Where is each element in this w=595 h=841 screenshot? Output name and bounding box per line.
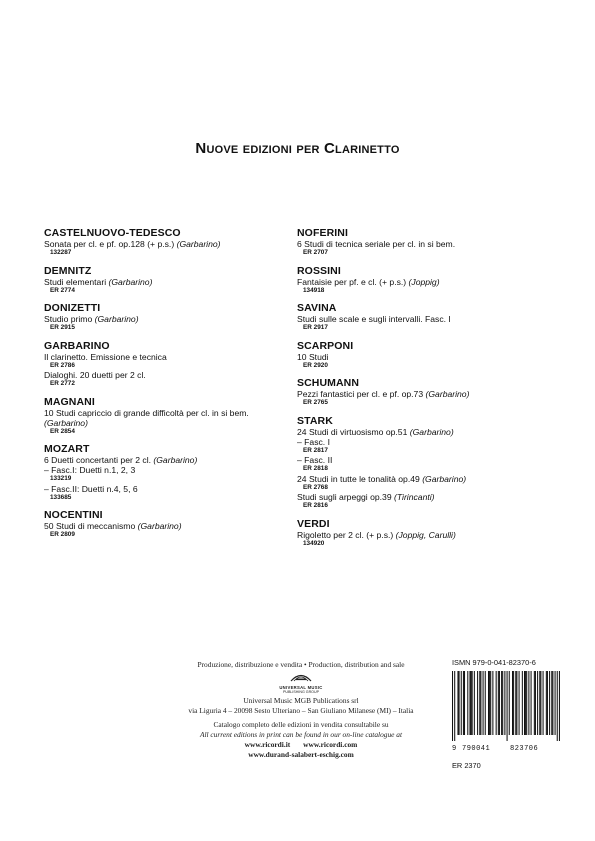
composer-entry xyxy=(44,302,294,333)
work-title xyxy=(44,352,294,362)
composer-entry xyxy=(44,227,294,258)
work-title-text: Pezzi fantastici per cl. e pf. op.73 xyxy=(297,389,424,399)
work-title xyxy=(44,521,294,531)
catalogue-number: 134920 xyxy=(303,539,325,547)
work-editor: (Garbarino) xyxy=(422,473,467,484)
barcode-bar xyxy=(516,671,517,735)
composer-name: GARBARINO xyxy=(44,339,110,352)
url-ricordi-it[interactable]: www.ricordi.it xyxy=(244,740,291,749)
work-editor: (Joppig) xyxy=(408,276,440,287)
work-editor: (Garbarino) xyxy=(176,239,221,249)
catalogue-number: ER 2917 xyxy=(303,324,328,331)
barcode-bar xyxy=(490,671,491,735)
composer-entry xyxy=(44,443,294,502)
composer-list-left xyxy=(44,227,294,547)
composer-name: VERDI xyxy=(297,517,330,530)
barcode-bar xyxy=(512,671,513,735)
work-editor: (Garbarino) xyxy=(409,426,454,437)
composer-list-right xyxy=(297,227,557,555)
barcode-bar xyxy=(504,671,505,735)
barcode-bar xyxy=(555,671,556,735)
work-title-text: Dialoghi. 20 duetti per 2 cl. xyxy=(44,370,146,380)
barcode-bar xyxy=(496,671,497,735)
work-title xyxy=(44,370,294,380)
logo-text-1: UNIVERSAL MUSIC xyxy=(279,685,323,690)
catalogue-note-en: All current editions in print can be found in our on-line catalogue at xyxy=(199,730,403,739)
composer-entry xyxy=(297,415,557,511)
barcode-bar xyxy=(471,671,472,735)
catalogue-number: ER 2854 xyxy=(50,427,75,435)
composer-entry xyxy=(44,396,294,437)
barcode-bar xyxy=(513,671,514,735)
barcode-bar xyxy=(543,671,544,735)
work-title-text: 6 Studi di tecnica seriale per cl. in si bem. xyxy=(297,239,456,249)
composer-name: SCHUMANN xyxy=(297,377,360,389)
catalogue-number: ER 2817 xyxy=(303,446,328,454)
url-durand[interactable]: www.durand-salabert-eschig.com xyxy=(248,750,354,759)
universal-music-logo xyxy=(271,672,331,694)
ismn-number: ISMN 979-0-041-82370-6 xyxy=(452,658,536,667)
composer-name: NOFERINI xyxy=(297,227,348,239)
work-title-text: Studi elementari xyxy=(44,276,107,287)
globe-icon xyxy=(290,672,312,682)
work-editor: (Garbarino) xyxy=(153,455,198,465)
barcode-bar xyxy=(454,671,455,741)
barcode-bar xyxy=(509,671,510,735)
barcode-bar xyxy=(552,671,553,735)
catalogue-number: ER 2786 xyxy=(50,361,75,369)
barcode-bar xyxy=(526,671,527,735)
composer-entry xyxy=(297,340,557,371)
barcode-bar xyxy=(477,671,478,735)
composer-name: ROSSINI xyxy=(297,264,341,277)
barcode-bar xyxy=(539,671,540,735)
catalogue-number: 133219 xyxy=(50,475,72,482)
barcode-bar xyxy=(525,671,526,735)
work-editor: (Garbarino) xyxy=(137,521,182,531)
work-title xyxy=(297,277,557,287)
production-line: Produzione, distribuzione e vendita • Production, distribution and sale xyxy=(197,660,405,669)
barcode-bar xyxy=(498,671,499,735)
catalogue-number: ER 2816 xyxy=(303,502,328,509)
work-title-text: Rigoletto per 2 cl. (+ p.s.) xyxy=(297,529,394,540)
catalogue-number: ER 2774 xyxy=(50,286,75,294)
work-title xyxy=(44,314,294,324)
barcode-digits xyxy=(452,745,562,753)
composer-entry xyxy=(297,265,557,296)
work-editor: (Garbarino) xyxy=(425,389,470,399)
barcode-bar xyxy=(535,671,536,735)
composer-name: SAVINA xyxy=(297,302,337,314)
composer-name: MOZART xyxy=(44,443,90,455)
work-title-text: – Fasc.I: Duetti n.1, 2, 3 xyxy=(44,465,136,475)
page-title: Nuove edizioni per Clarinetto xyxy=(195,140,400,157)
catalogue-note-it: Catalogo completo delle edizioni in vendita consultabile su xyxy=(213,720,389,729)
work-title xyxy=(297,427,557,437)
catalogue-number: ER 2915 xyxy=(50,324,75,331)
composer-entry xyxy=(44,509,294,540)
work-title xyxy=(297,389,557,399)
catalogue-number: ER 2920 xyxy=(303,361,328,369)
barcode-bar xyxy=(474,671,475,735)
work-editor: (Tirincanti) xyxy=(394,492,435,502)
composer-entry xyxy=(297,518,557,549)
composer-name: MAGNANI xyxy=(44,395,95,408)
catalogue-number: ER 2809 xyxy=(50,531,75,538)
barcode-bar xyxy=(464,671,465,735)
work-title xyxy=(297,239,557,249)
barcode-bar xyxy=(534,671,535,735)
work-title-text: Sonata per cl. e pf. op.128 (+ p.s.) xyxy=(44,239,175,249)
catalogue-number: ER 2765 xyxy=(303,399,328,406)
barcode-block xyxy=(452,658,562,770)
composer-name: STARK xyxy=(297,414,333,427)
barcode-digits-left: 790041 xyxy=(462,745,491,753)
barcode-bar xyxy=(551,671,552,735)
barcode-bar xyxy=(499,671,500,735)
barcode-bar xyxy=(540,671,541,735)
barcode-bar xyxy=(557,671,558,741)
barcode-bar xyxy=(488,671,489,735)
barcode-bar xyxy=(524,671,525,735)
work-editor: (Garbarino) xyxy=(44,417,88,428)
barcode-bar xyxy=(469,671,470,735)
barcode-bar xyxy=(459,671,460,735)
composer-name: CASTELNUOVO-TEDESCO xyxy=(44,227,181,239)
composer-entry xyxy=(297,377,557,408)
barcode-digits-right: 823706 xyxy=(510,745,539,753)
barcode-bar xyxy=(507,671,508,741)
work-title xyxy=(44,465,294,475)
catalogue-number: ER 2772 xyxy=(50,380,75,387)
work-title-text: – Fasc. I xyxy=(297,436,330,447)
company-name: Universal Music MGB Publications srl xyxy=(243,696,359,705)
work-title-text: 50 Studi di meccanismo xyxy=(44,521,136,531)
barcode-bar xyxy=(479,671,480,735)
work-title-text: Studio primo xyxy=(44,314,93,324)
work-title-text: Fantaisie per pf. e cl. (+ p.s.) xyxy=(297,276,407,287)
barcode-bar xyxy=(531,671,532,735)
barcode-bar xyxy=(515,671,516,735)
barcode-bar xyxy=(480,671,481,735)
composer-name: SCARPONI xyxy=(297,339,354,352)
catalogue-number: 132287 xyxy=(50,249,72,256)
catalogue-code: ER 2370 xyxy=(452,761,481,770)
barcode-bar xyxy=(501,671,502,735)
work-title-text: 6 Duetti concertanti per 2 cl. xyxy=(44,455,151,465)
work-title xyxy=(44,455,294,465)
catalogue-number: 133685 xyxy=(50,493,72,501)
composer-name: DEMNITZ xyxy=(44,264,92,277)
barcode-bar xyxy=(485,671,486,735)
url-ricordi-com[interactable]: www.ricordi.com xyxy=(303,740,358,749)
barcode-bar xyxy=(463,671,464,735)
work-title-text: – Fasc. II xyxy=(297,455,333,465)
work-title-text: 24 Studi di virtuosismo op.51 xyxy=(297,426,408,437)
work-title-text: 24 Studi in tutte le tonalità op.49 xyxy=(297,473,420,484)
work-title xyxy=(44,484,294,494)
composer-entry xyxy=(297,227,557,258)
barcode-bar xyxy=(457,671,458,735)
work-title-text: 10 Studi xyxy=(297,351,329,362)
work-title xyxy=(297,314,557,324)
work-title xyxy=(44,239,294,249)
barcode-digit-lead: 9 xyxy=(452,745,457,753)
composer-name: NOCENTINI xyxy=(44,509,103,521)
work-title xyxy=(297,352,557,362)
barcode-bar xyxy=(522,671,523,735)
barcode-bar xyxy=(547,671,548,735)
work-title-text: Studi sulle scale e sugli intervalli. Fasc. I xyxy=(297,314,451,324)
barcode-bar xyxy=(489,671,490,735)
catalogue-number: ER 2707 xyxy=(303,249,328,256)
barcode-bar xyxy=(492,671,493,735)
work-title-text: Studi sugli arpeggi op.39 xyxy=(297,492,392,502)
barcode-bar xyxy=(461,671,462,735)
barcode-bar xyxy=(528,671,529,735)
barcode-bar xyxy=(546,671,547,735)
composer-entry xyxy=(44,340,294,389)
barcode-bar xyxy=(483,671,484,735)
composer-entry xyxy=(297,302,557,333)
composer-name: DONIZETTI xyxy=(44,302,101,314)
composer-entry xyxy=(44,265,294,296)
barcode-bar xyxy=(467,671,468,735)
work-title xyxy=(297,455,557,465)
catalogue-number: 134918 xyxy=(303,286,325,294)
work-title-text: Il clarinetto. Emissione e tecnica xyxy=(44,351,167,362)
work-title xyxy=(297,530,557,540)
barcode-bar xyxy=(537,671,538,735)
barcode-bar xyxy=(559,671,560,741)
barcode-bar xyxy=(519,671,520,735)
work-editor: (Garbarino) xyxy=(94,314,139,324)
work-editor: (Joppig, Carulli) xyxy=(395,529,456,540)
publisher-info xyxy=(172,660,430,760)
barcode-bar xyxy=(549,671,550,735)
catalogue-number: ER 2768 xyxy=(303,483,328,491)
work-title-text: – Fasc.II: Duetti n.4, 5, 6 xyxy=(44,483,138,494)
barcode-bar xyxy=(452,671,453,741)
work-title xyxy=(44,408,294,428)
barcode-bar xyxy=(472,671,473,735)
company-address: via Liguria 4 – 20098 Sesto Ulteriano – San Giuliano Milanese (MI) – Italia xyxy=(188,706,414,715)
logo-text-2: PUBLISHING GROUP xyxy=(283,690,319,694)
barcode xyxy=(452,671,560,741)
work-editor: (Garbarino) xyxy=(108,276,153,287)
work-title xyxy=(44,277,294,287)
work-title xyxy=(297,474,557,484)
catalogue-number: ER 2818 xyxy=(303,465,328,472)
barcode-bar xyxy=(502,671,503,735)
work-title xyxy=(297,437,557,447)
work-title-text: 10 Studi capriccio di grande difficoltà per cl. in si bem. xyxy=(44,407,249,418)
work-title xyxy=(297,492,557,502)
